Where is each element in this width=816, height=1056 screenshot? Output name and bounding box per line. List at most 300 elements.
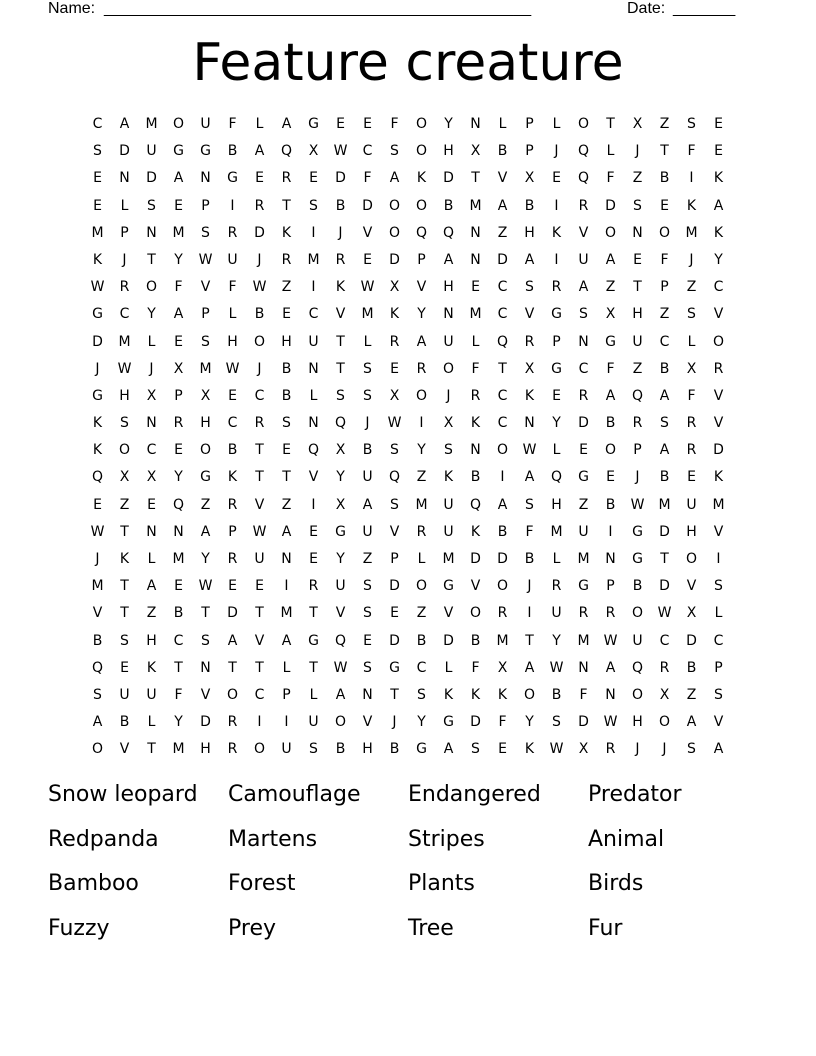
grid-letter: G (632, 523, 643, 540)
grid-letter: I (716, 551, 721, 567)
grid-letter: F (606, 360, 615, 377)
grid-letter: P (525, 116, 534, 132)
grid-letter: U (281, 741, 292, 758)
grid-letter: W (522, 442, 537, 459)
grid-letter: Z (497, 224, 508, 241)
grid-letter: V (713, 387, 724, 404)
grid-letter: E (579, 442, 588, 459)
grid-letter: T (282, 197, 291, 214)
grid-letter: B (254, 306, 265, 323)
grid-letter: B (524, 551, 535, 567)
grid-letter: M (91, 578, 104, 595)
word-list (48, 773, 768, 951)
grid-letter: G (416, 741, 427, 758)
grid-letter: R (227, 741, 238, 758)
grid-letter: B (524, 197, 535, 214)
grid-letter: S (525, 496, 534, 513)
grid-letter: X (335, 496, 346, 513)
grid-letter: C (659, 632, 670, 649)
grid-letter: K (551, 224, 562, 241)
grid-letter: B (659, 469, 670, 486)
grid-letter: X (389, 279, 400, 296)
grid-letter: E (282, 306, 291, 323)
grid-letter: V (335, 306, 346, 323)
grid-letter: D (119, 143, 130, 160)
grid-letter: Z (578, 496, 589, 513)
grid-letter: A (200, 523, 211, 540)
grid-letter: B (416, 632, 427, 649)
grid-letter: R (497, 605, 508, 622)
grid-letter: X (335, 442, 346, 459)
grid-letter: D (254, 224, 265, 241)
grid-letter: C (173, 632, 184, 649)
grid-letter: Z (686, 686, 697, 703)
grid-letter: R (281, 170, 292, 187)
grid-letter: U (146, 143, 157, 160)
grid-letter: Z (632, 360, 643, 377)
grid-letter: A (524, 469, 535, 486)
grid-letter: O (253, 741, 266, 758)
grid-letter: E (363, 116, 372, 132)
grid-letter: D (605, 197, 616, 214)
grid-letter: L (147, 333, 156, 350)
grid-letter: G (389, 659, 400, 676)
grid-letter: E (390, 360, 399, 377)
grid-letter: Z (632, 170, 643, 187)
grid-letter: Z (200, 496, 211, 513)
grid-letter: D (92, 333, 103, 350)
grid-letter: B (362, 442, 373, 459)
grid-letter: N (605, 551, 616, 567)
grid-letter: I (500, 469, 505, 486)
name-line: ________________________________________________ (104, 0, 532, 17)
grid-letter: X (308, 143, 319, 160)
grid-letter: F (174, 279, 183, 296)
grid-letter: B (119, 714, 130, 731)
grid-letter: O (577, 116, 590, 132)
grid-letter: E (309, 523, 318, 540)
grid-letter: V (335, 605, 346, 622)
grid-letter: A (497, 197, 508, 214)
grid-letter: N (470, 116, 481, 132)
grid-letter: M (658, 496, 671, 513)
grid-letter: C (92, 116, 103, 132)
grid-letter: U (362, 469, 373, 486)
grid-letter: Z (416, 605, 427, 622)
grid-letter: C (659, 333, 670, 350)
grid-letter: L (552, 442, 561, 459)
grid-letter: K (443, 469, 454, 486)
grid-letter: P (525, 143, 534, 160)
word-list-item: Animal (588, 826, 665, 852)
grid-letter: L (120, 197, 129, 214)
grid-letter: K (416, 170, 427, 187)
grid-letter: P (417, 251, 426, 268)
grid-letter: C (578, 360, 589, 377)
grid-letter: A (119, 116, 130, 132)
grid-letter: T (120, 578, 129, 595)
grid-letter: U (578, 523, 589, 540)
grid-letter: E (552, 170, 561, 187)
grid-letter: L (498, 116, 507, 132)
grid-letter: Q (577, 170, 590, 187)
grid-letter: E (336, 116, 345, 132)
grid-letter: A (524, 251, 535, 268)
grid-letter: X (389, 387, 400, 404)
grid-letter: B (470, 632, 481, 649)
grid-letter: J (95, 551, 100, 567)
grid-letter: F (525, 523, 534, 540)
grid-letter: V (416, 279, 427, 296)
grid-letter: H (362, 741, 373, 758)
grid-letter: G (92, 306, 103, 323)
grid-letter: O (415, 143, 428, 160)
grid-letter: Z (146, 605, 157, 622)
grid-letter: C (497, 306, 508, 323)
grid-letter: O (226, 686, 239, 703)
grid-letter: V (92, 605, 103, 622)
grid-letter: M (280, 605, 293, 622)
grid-letter: H (281, 333, 292, 350)
grid-letter: W (225, 360, 240, 377)
grid-letter: X (524, 360, 535, 377)
grid-letter: U (254, 551, 265, 567)
grid-letter: X (605, 306, 616, 323)
grid-letter: S (309, 741, 318, 758)
grid-letter: O (712, 333, 725, 350)
grid-letter: Y (417, 714, 426, 731)
grid-letter: Q (91, 659, 104, 676)
grid-letter: U (335, 578, 346, 595)
grid-letter: K (713, 224, 724, 241)
grid-letter: Y (552, 415, 561, 432)
grid-letter: H (119, 387, 130, 404)
grid-letter: S (363, 578, 372, 595)
grid-letter: A (524, 659, 535, 676)
grid-letter: T (336, 333, 345, 350)
word-list-item: Forest (228, 871, 296, 896)
grid-letter: E (714, 116, 723, 132)
grid-letter: C (497, 387, 508, 404)
grid-letter: T (390, 686, 399, 703)
grid-letter: H (551, 496, 562, 513)
grid-letter: K (389, 306, 400, 323)
grid-letter: E (228, 387, 237, 404)
grid-letter: X (470, 143, 481, 160)
grid-letter: R (227, 496, 238, 513)
grid-letter: S (687, 116, 696, 132)
grid-letter: Q (631, 387, 644, 404)
grid-letter: N (470, 442, 481, 459)
grid-letter: N (362, 686, 373, 703)
grid-letter: E (93, 496, 102, 513)
grid-letter: L (309, 686, 318, 703)
grid-letter: V (362, 224, 373, 241)
grid-letter: I (554, 251, 559, 268)
grid-letter: V (470, 578, 481, 595)
grid-letter: L (606, 143, 615, 160)
grid-letter: T (660, 551, 669, 567)
grid-letter: O (442, 360, 455, 377)
grid-letter: N (605, 686, 616, 703)
grid-letter: W (360, 279, 375, 296)
grid-letter: O (631, 605, 644, 622)
word-list-item: Tree (408, 915, 454, 941)
grid-letter: J (635, 469, 640, 486)
grid-letter: O (118, 442, 131, 459)
grid-letter: H (443, 279, 454, 296)
grid-letter: T (255, 442, 264, 459)
grid-letter: A (281, 523, 292, 540)
grid-letter: G (443, 578, 454, 595)
grid-letter: A (605, 387, 616, 404)
grid-letter: L (714, 605, 723, 622)
grid-letter: P (606, 578, 615, 595)
grid-letter: A (335, 686, 346, 703)
grid-letter: K (497, 686, 508, 703)
grid-letter: G (200, 469, 211, 486)
grid-letter: W (198, 578, 213, 595)
grid-letter: E (174, 442, 183, 459)
grid-letter: N (200, 659, 211, 676)
grid-letter: I (554, 197, 559, 214)
grid-letter: K (713, 170, 724, 187)
word-list-item: Predator (588, 782, 682, 807)
grid-letter: T (255, 659, 264, 676)
grid-letter: A (281, 632, 292, 649)
grid-letter: O (658, 224, 671, 241)
grid-letter: M (577, 632, 590, 649)
grid-letter: L (417, 551, 426, 567)
grid-letter: U (443, 333, 454, 350)
grid-letter: A (443, 741, 454, 758)
grid-letter: U (578, 251, 589, 268)
word-list-item: Bamboo (48, 871, 139, 896)
grid-letter: J (635, 741, 640, 758)
grid-letter: W (252, 523, 267, 540)
grid-letter: K (524, 741, 535, 758)
grid-letter: J (554, 143, 559, 160)
grid-letter: W (117, 360, 132, 377)
grid-letter: S (363, 360, 372, 377)
grid-letter: E (552, 387, 561, 404)
grid-letter: U (443, 523, 454, 540)
grid-letter: U (551, 605, 562, 622)
grid-letter: J (662, 741, 667, 758)
grid-letter: A (605, 659, 616, 676)
grid-letter: Q (388, 469, 401, 486)
grid-letter: N (578, 659, 589, 676)
grid-letter: S (93, 143, 102, 160)
grid-letter: S (201, 632, 210, 649)
grid-letter: E (309, 170, 318, 187)
grid-letter: R (632, 415, 643, 432)
grid-letter: D (443, 632, 454, 649)
grid-letter: T (606, 116, 615, 132)
grid-letter: U (308, 333, 319, 350)
grid-letter: K (119, 551, 130, 567)
grid-letter: B (497, 523, 508, 540)
grid-letter: P (228, 523, 237, 540)
grid-letter: Y (336, 551, 345, 567)
grid-letter: O (523, 686, 536, 703)
grid-letter: D (227, 605, 238, 622)
grid-letter: I (419, 415, 424, 432)
grid-letter: S (471, 741, 480, 758)
grid-letter: U (686, 496, 697, 513)
grid-letter: D (389, 251, 400, 268)
grid-letter: C (254, 387, 265, 404)
grid-letter: U (308, 714, 319, 731)
grid-letter: E (471, 279, 480, 296)
grid-letter: C (713, 279, 724, 296)
grid-letter: M (172, 741, 185, 758)
grid-letter: E (606, 469, 615, 486)
grid-letter: E (93, 170, 102, 187)
grid-letter: Z (281, 279, 292, 296)
grid-letter: E (363, 251, 372, 268)
grid-letter: W (603, 632, 618, 649)
grid-letter: O (415, 578, 428, 595)
grid-letter: J (149, 360, 154, 377)
grid-letter: S (282, 415, 291, 432)
grid-letter: N (200, 170, 211, 187)
grid-letter: S (444, 442, 453, 459)
grid-letter: S (525, 279, 534, 296)
grid-letter: N (146, 224, 157, 241)
grid-letter: R (308, 578, 319, 595)
grid-letter: F (390, 116, 399, 132)
grid-letter: R (254, 197, 265, 214)
grid-letter: B (686, 659, 697, 676)
grid-letter: H (632, 714, 643, 731)
grid-letter: L (255, 116, 264, 132)
grid-letter: C (146, 442, 157, 459)
grid-letter: B (281, 360, 292, 377)
grid-letter: G (173, 143, 184, 160)
grid-letter: E (498, 741, 507, 758)
grid-letter: V (119, 741, 130, 758)
grid-letter: O (496, 442, 509, 459)
grid-letter: X (200, 387, 211, 404)
grid-letter: P (552, 333, 561, 350)
grid-letter: E (309, 551, 318, 567)
grid-letter: A (389, 170, 400, 187)
grid-letter: N (119, 170, 130, 187)
grid-letter: K (443, 686, 454, 703)
grid-letter: D (659, 523, 670, 540)
grid-letter: O (388, 197, 401, 214)
grid-letter: X (119, 469, 130, 486)
grid-letter: V (713, 714, 724, 731)
grid-letter: H (686, 523, 697, 540)
grid-letter: F (687, 143, 696, 160)
grid-letter: X (497, 659, 508, 676)
grid-letter: S (336, 387, 345, 404)
grid-letter: A (281, 116, 292, 132)
grid-letter: S (390, 143, 399, 160)
grid-letter: V (524, 306, 535, 323)
grid-letter: T (309, 659, 318, 676)
grid-letter: R (227, 714, 238, 731)
grid-letter: R (281, 251, 292, 268)
grid-letter: C (497, 415, 508, 432)
word-list-item: Birds (588, 871, 644, 896)
grid-letter: E (174, 578, 183, 595)
grid-letter: T (525, 632, 534, 649)
grid-letter: Y (201, 551, 210, 567)
grid-letter: M (415, 496, 428, 513)
grid-letter: N (443, 306, 454, 323)
grid-letter: E (255, 170, 264, 187)
grid-letter: O (334, 714, 347, 731)
grid-letter: S (120, 632, 129, 649)
grid-letter: T (120, 605, 129, 622)
grid-letter: V (686, 578, 697, 595)
grid-letter: W (387, 415, 402, 432)
grid-letter: R (686, 442, 697, 459)
grid-letter: D (578, 714, 589, 731)
grid-letter: R (551, 279, 562, 296)
grid-letter: F (471, 360, 480, 377)
grid-letter: V (254, 632, 265, 649)
grid-letter: M (118, 333, 131, 350)
grid-letter: G (308, 632, 319, 649)
grid-letter: D (470, 551, 481, 567)
grid-letter: P (201, 197, 210, 214)
grid-letter: F (471, 659, 480, 676)
grid-letter: F (660, 251, 669, 268)
grid-letter: E (174, 197, 183, 214)
grid-letter: E (255, 578, 264, 595)
grid-letter: D (335, 170, 346, 187)
grid-letter: I (284, 578, 289, 595)
grid-letter: Q (577, 143, 590, 160)
grid-letter: A (227, 632, 238, 649)
grid-letter: D (443, 170, 454, 187)
grid-letter: O (145, 279, 158, 296)
grid-letter: D (578, 415, 589, 432)
grid-letter: B (389, 741, 400, 758)
grid-letter: K (713, 469, 724, 486)
grid-letter: T (120, 523, 129, 540)
word-list-item: Fur (588, 915, 623, 941)
date-label: Date: (627, 0, 666, 17)
grid-letter: R (551, 578, 562, 595)
grid-letter: W (333, 659, 348, 676)
grid-letter: S (552, 714, 561, 731)
grid-letter: Q (469, 496, 482, 513)
grid-letter: J (257, 251, 262, 268)
grid-letter: V (497, 170, 508, 187)
grid-letter: R (227, 224, 238, 241)
grid-letter: H (146, 632, 157, 649)
grid-letter: U (362, 523, 373, 540)
grid-letter: O (199, 442, 212, 459)
date-line: _______ (673, 0, 736, 17)
grid-letter: K (281, 224, 292, 241)
grid-letter: P (201, 306, 210, 323)
grid-letter: S (687, 741, 696, 758)
grid-letter: A (497, 496, 508, 513)
grid-letter: T (255, 605, 264, 622)
grid-letter: D (200, 714, 211, 731)
grid-letter: U (227, 251, 238, 268)
grid-letter: P (390, 551, 399, 567)
grid-letter: A (92, 714, 103, 731)
grid-letter: H (632, 306, 643, 323)
grid-letter: I (311, 224, 316, 241)
